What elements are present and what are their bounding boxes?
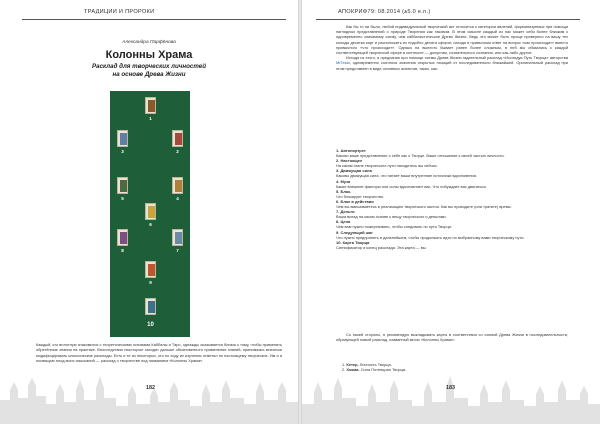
intro-paragraph-2b: , одновременно соотнося значения открытых позиций от последовательно ближайшей. Оригинальный расклад при этом представлен в виде основных аспектов, таких, как: bbox=[336, 60, 568, 71]
list-text: Сила Потенциал Творца. bbox=[360, 367, 407, 373]
intro-paragraph-2a: Исходя из этого, я предлагаю при помощи схемы Древа Жизни гадательный расклад «Исследуя Путь Творца» авторства bbox=[346, 55, 568, 61]
right-header-rule bbox=[316, 19, 580, 20]
list-item bbox=[336, 158, 568, 168]
item-heading: 9. Следующий шаг bbox=[336, 229, 373, 235]
card-6 bbox=[145, 203, 156, 220]
left-page-number: 182 bbox=[146, 385, 155, 391]
item-text: Ваша вклад на каком основе к вещу творческого и деньгами. bbox=[336, 214, 447, 220]
list-item bbox=[336, 179, 568, 189]
card-10 bbox=[145, 298, 156, 315]
list-item bbox=[336, 230, 568, 240]
item-text: Что нужно предпринять в дальнейшем, чтобы продолжать идти по выбранному вами творческому пути. bbox=[336, 234, 525, 240]
position-9: 9 bbox=[149, 280, 152, 285]
card-8 bbox=[117, 229, 128, 246]
position-10: 10 bbox=[147, 322, 154, 328]
card-9 bbox=[145, 261, 156, 278]
position-3: 3 bbox=[121, 149, 124, 154]
list-text: Личность Творца. bbox=[359, 362, 392, 367]
card-7 bbox=[172, 229, 183, 246]
list-item bbox=[336, 189, 568, 199]
item-heading: 10. Карта Творца bbox=[336, 239, 370, 245]
card-3 bbox=[117, 130, 128, 147]
card-2 bbox=[172, 130, 183, 147]
card-4 bbox=[172, 177, 183, 194]
position-5: 5 bbox=[121, 196, 124, 201]
position-list bbox=[336, 148, 568, 250]
subtitle-line-2: на основе Древа Жизни bbox=[112, 71, 186, 78]
left-running-head: ТРАДИЦИИ И ПРОРОКИ bbox=[84, 9, 155, 15]
intro-paragraph-1: Как бы то ни было, любой индивидуальный творческий акт относится к категории явлений, формализуемых при помощи наглядных представлений о природе Творения как таковом. В этом смысле каждый из нас может себя более близким к одновременно значимому схему, чем каббалистическое Древо Жизни. Ведь что может быть проще проверено на вашу тех колоды десятка карт и расположить их подобно десяти сфирот, находя в привычном ответ на вопрос «как происходит» вместо привычного «что происходит». Однако на вынесть бывает ранее более сложным, в ней мы обязались к каждой соответствующей творческой сфере в контексте — допустим, сознательного сознания, или как-либо другое. bbox=[336, 24, 568, 56]
item-text: Сигнификатор и конец расклада. Эта карта — вы. bbox=[336, 244, 427, 250]
item-text: Чем вы вмешиваетесь в реализацию творческого застоя. Как вы проводите (или тратите) время. bbox=[336, 204, 512, 210]
position-7: 7 bbox=[176, 248, 179, 253]
item-heading: 6. Блок в действии bbox=[336, 198, 374, 204]
list-item bbox=[336, 219, 568, 229]
closing-text bbox=[336, 332, 568, 342]
item-text: Каково ваше представление о себе как о Творце. Ваше отношение к своей частью личности. bbox=[336, 153, 505, 159]
item-text: Какие внешние факторы или силы вдохновляют вас. Что побуждает вас двигаться. bbox=[336, 183, 487, 189]
list-item bbox=[336, 240, 568, 250]
closing-paragraph: Со своей стороны, я рекомендую выкладывать карты в соответствии со схемой Древа Жизни в последовательности, образующей новый расклад, названный мною «Колонны Храма»: bbox=[336, 332, 568, 343]
right-page-number: 183 bbox=[446, 385, 455, 391]
list-item bbox=[336, 168, 568, 178]
item-heading: 8. Цена bbox=[336, 219, 351, 225]
item-heading: 4. Муза bbox=[336, 178, 351, 184]
right-intro-text bbox=[336, 24, 568, 71]
list-name: Кетер. bbox=[346, 362, 359, 367]
card-5 bbox=[117, 177, 128, 194]
item-text: Каковы движущая сила, что питает ваши внутренние источники вдохновения. bbox=[336, 173, 477, 179]
position-6: 6 bbox=[149, 222, 152, 227]
position-1: 1 bbox=[149, 116, 152, 121]
list-num: 1. bbox=[342, 362, 346, 367]
left-page bbox=[0, 0, 298, 424]
item-heading: 7. Деньги bbox=[336, 209, 355, 215]
author-link[interactable]: MrTesla bbox=[336, 60, 350, 66]
right-running-head: АПОКРИФ79: 08.2014 (ѧ5.0 e.n.) bbox=[338, 9, 431, 15]
item-heading: 1. Автопортрет bbox=[336, 148, 366, 153]
list-item bbox=[336, 209, 568, 219]
article-author: Александра Парфёнова bbox=[122, 40, 176, 45]
subtitle-line-1: Расклад для творческих личностей bbox=[92, 63, 206, 70]
city-skyline-decoration bbox=[0, 360, 298, 424]
right-page bbox=[302, 0, 600, 424]
item-heading: 2. Настоящее bbox=[336, 158, 363, 164]
left-header-rule bbox=[22, 19, 286, 20]
item-text: На каком этапе творческого пути находитесь вы сейчас. bbox=[336, 163, 438, 169]
item-text: Что блокирует творчество. bbox=[336, 193, 385, 199]
position-4: 4 bbox=[176, 196, 179, 201]
list-item bbox=[336, 148, 568, 158]
position-2: 2 bbox=[176, 149, 179, 154]
list-name: Хокма. bbox=[346, 367, 360, 373]
intro-paragraph-2 bbox=[336, 55, 568, 71]
list-item bbox=[336, 199, 568, 209]
article-title: Колонны Храма bbox=[105, 49, 193, 61]
list-num: 2. bbox=[342, 367, 346, 373]
card-1 bbox=[145, 97, 156, 114]
item-heading: 3. Движущая сила bbox=[336, 168, 372, 174]
city-skyline-decoration bbox=[302, 360, 600, 424]
position-8: 8 bbox=[121, 248, 124, 253]
spread-diagram bbox=[110, 91, 190, 337]
article-subtitle bbox=[0, 63, 298, 79]
item-text: Чем вам нужно пожертвовать, чтобы следовать по пути Творца. bbox=[336, 224, 452, 230]
left-body-text: Каждый, кто вплотную знакомится с теоретическими основами Каббалы и Таро, однажды оказывается близок к тому, чтобы применить обретённые знания на практике. Впоследствии некоторые заходят дальше обыкновенного применения знаний, принимаясь всячески модифицировать классические расклады. Есть и те из некоторых, кто по ходу их изучения отметил по настоящему творческих. Им я и посвящаю плод моих изысканий — расклад о творчестве под названием «Колонны Храма». bbox=[36, 342, 282, 363]
item-heading: 5. Блок. bbox=[336, 188, 352, 194]
